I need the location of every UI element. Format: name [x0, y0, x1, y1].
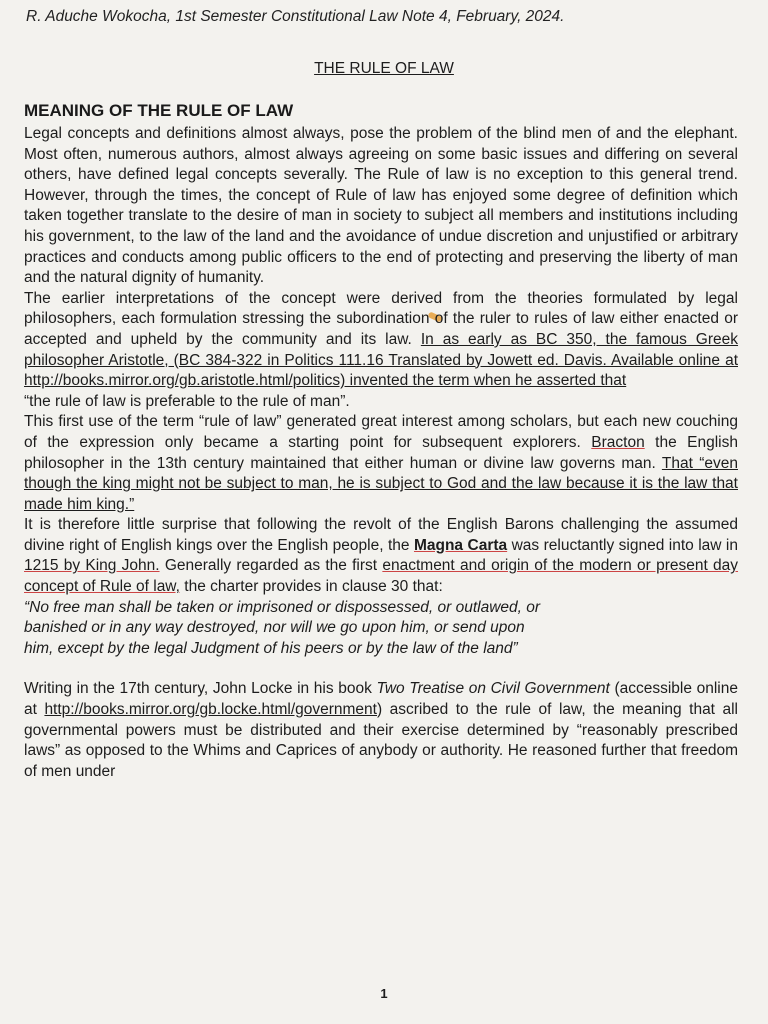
bracton-name: Bracton [591, 433, 645, 451]
paragraph-2 [24, 289, 738, 392]
paragraph-5-paren: (accessible online at [24, 680, 738, 719]
bracton-quote: That “even though the king might not be subject to man, he is subject to God and the law because it is the law that made him king.” [24, 454, 738, 513]
paragraph-3-mid: the English philosopher in the 13th century maintained that either human or divine law governs man. [24, 433, 738, 472]
document-header: R. Aduche Wokocha, 1st Semester Constitutional Law Note 4, February, 2024. [26, 8, 565, 25]
rule-of-law-origin: enactment and origin of the modern or present day concept of Rule of law, [24, 557, 739, 596]
paragraph-3-text: This first use of the term “rule of law” generated great interest among scholars, but each new couching of the expression only became a starting point for subsequent explorers. [24, 413, 738, 451]
paragraph-1: Legal concepts and definitions almost always, pose the problem of the blind men of and the elephant. Most often, numerous authors, almost always agreeing on some basic issues and differing on several others, have defined legal concepts severally. The Rule of law is no exception to this general trend. However, through the times, the concept of Rule of law has enjoyed some degree of definition which taken together translate to the desire of man in society to subject all members and institutions including his government, to the law of the land and the avoidance of undue discretion and unjustified or arbitrary practices and conducts among public officers to the end of protecting and preserving the liberty of man and the natural dignity of humanity. [24, 125, 738, 287]
document-title: THE RULE OF LAW [314, 60, 454, 77]
section-heading: MEANING OF THE RULE OF LAW [24, 101, 294, 120]
locke-url-link[interactable]: http://books.mirror.org/gb.locke.html/government [44, 701, 377, 719]
paragraph-4-end: the charter provides in clause 30 that: [184, 578, 443, 596]
magna-carta-quote: “No free man shall be taken or imprisoned or dispossessed, or outlawed, or banished or in any way destroyed, nor will we go upon him, or send upon him, except by the legal Judgment of his peers or by the law of the land” [24, 598, 541, 657]
paragraph-5-rest: ) ascribed to the rule of law, the meaning that all governmental powers must be distributed and their exercise determined by “reasonably prescribed laws” as opposed to the Whims and Caprices of anybody or authority. He reasoned further that freedom of men under [24, 701, 738, 780]
paragraph-4-gen: Generally regarded as the first [164, 557, 378, 575]
paragraph-3 [24, 412, 738, 515]
aristotle-quote: “the rule of law is preferable to the rule of man”. [24, 392, 350, 410]
aristotle-citation: In as early as BC 350, the famous Greek philosopher Aristotle, (BC 384-322 in Politics 111.16 Translated by Jowett ed. Davis. Available online at http://books.mirror.org/gb.aristotle.html/politics) invented the term when he asserted that [24, 330, 739, 390]
page-number: 1 [380, 986, 388, 1001]
paragraph-4-mid: was reluctantly signed into law in [511, 536, 739, 554]
magna-carta: Magna Carta [413, 536, 508, 554]
magna-carta-date: 1215 by King John. [24, 557, 160, 575]
document-body [24, 124, 738, 782]
paragraph-2-text: The earlier interpretations of the concept were derived from the theories formulated by legal philosophers, each formulation stressing the subordination of the ruler to rules of law either enacted or accepted and upheld by the community and its law. [24, 289, 738, 348]
paragraph-5 [24, 679, 738, 782]
paragraph-4 [24, 515, 738, 597]
locke-book-title: Two Treatise on Civil Government [376, 680, 610, 698]
paragraph-4-text: It is therefore little surprise that following the revolt of the English Barons challenging the assumed divine right of English kings over the English people, the [24, 516, 738, 554]
paragraph-5-text: Writing in the 17th century, John Locke in his book [24, 680, 372, 698]
